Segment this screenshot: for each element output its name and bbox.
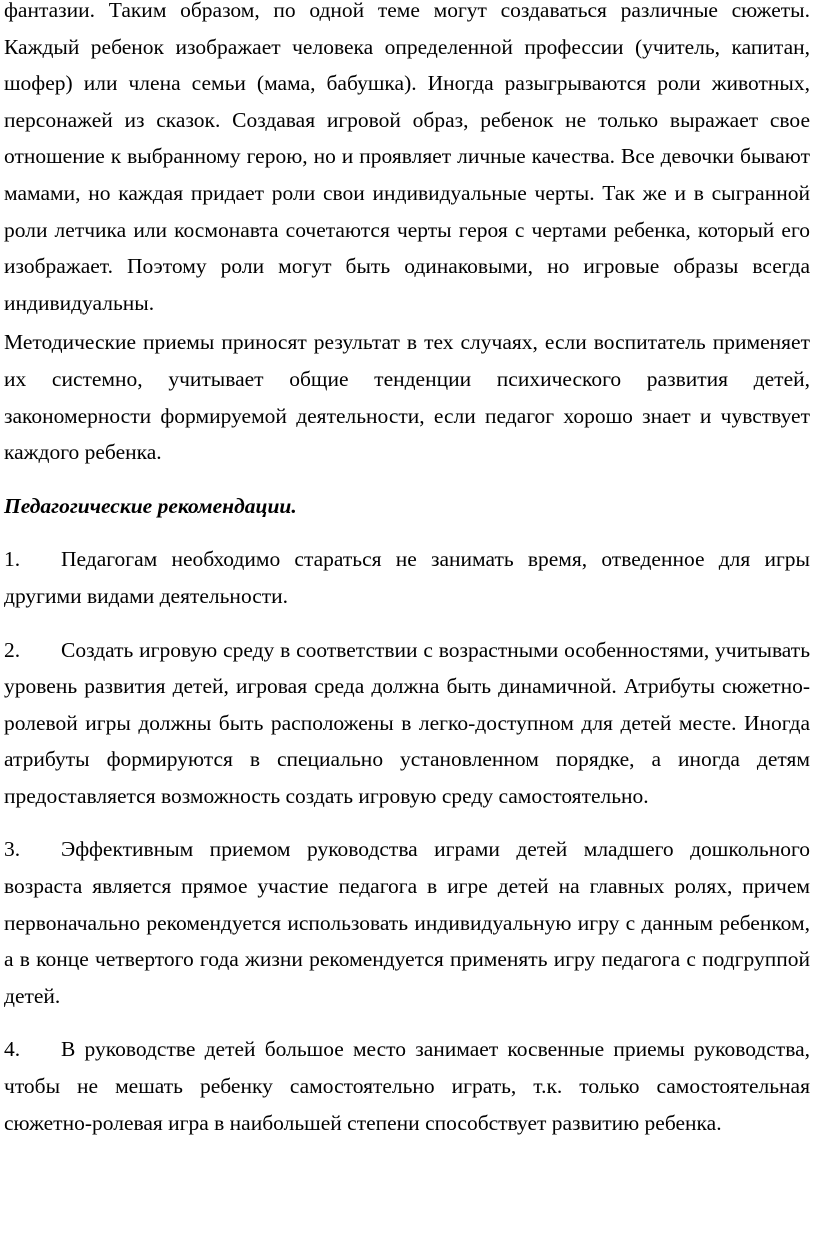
recommendation-text: В руководстве детей большое место занимает косвенные приемы руководства, чтобы не мешать ребенку самостоятельно играть, т.к. только самостоятельная сюжетно-ролевая игра в наибольшей степени способствует развитию ребенка. [4, 1037, 810, 1135]
paragraph-methodical-techniques: Методические приемы приносят результат в тех случаях, если воспитатель применяет их системно, учитывает общие тенденции психического развития детей, закономерности формируемой деятельности, если педагог хорошо знает и чувствует каждого ребенка. [4, 330, 810, 465]
recommendation-number: 2. [4, 637, 21, 662]
recommendation-item-1 [4, 541, 810, 614]
recommendation-text: Эффективным приемом руководства играми детей младшего дошкольного возраста является прямое участие педагога в игре детей на главных ролях, причем первоначально рекомендуется использовать индивидуальную игру с данным ребенком, а в конце четвертого года жизни рекомендуется применять игру педагога с подгруппой детей. [4, 837, 810, 1008]
recommendation-item-2 [4, 632, 810, 815]
recommendation-number: 1. [4, 547, 21, 572]
recommendation-text: Создать игровую среду в соответствии с возрастными особенностями, учитывать уровень развития детей, игровая среда должна быть динамичной. Атрибуты сюжетно-ролевой игры должны быть расположены в легко-доступном для детей месте. Иногда атрибуты формируются в специально установленном порядке, а иногда детям предоставляется возможность создать игровую среду самостоятельно. [4, 637, 810, 808]
recommendation-number: 3. [4, 837, 21, 862]
section-heading: Педагогические рекомендации. [4, 493, 297, 518]
recommendation-text: Педагогам необходимо стараться не занимать время, отведенное для игры другими видами деятельности. [4, 547, 810, 608]
recommendation-number: 4. [4, 1037, 21, 1062]
recommendation-item-4 [4, 1031, 810, 1141]
recommendation-item-3 [4, 831, 810, 1014]
paragraph-fantasy-roles: фантазии. Таким образом, по одной теме могут создаваться различные сюжеты. Каждый ребенок изображает человека определенной профессии (учитель, капитан, шофер) или члена семьи (мама, бабушка). Иногда разыгрываются роли животных, персонажей из сказок. Создавая игровой образ, ребенок не только выражает свое отношение к выбранному герою, но и проявляет личные качества. Все девочки бывают мамами, но каждая придает роли свои индивидуальные черты. Так же и в сыгранной роли летчика или космонавта сочетаются черты героя с чертами ребенка, который его изображает. Поэтому роли могут быть одинаковыми, но игровые образы всегда индивидуальны. [4, 0, 810, 315]
